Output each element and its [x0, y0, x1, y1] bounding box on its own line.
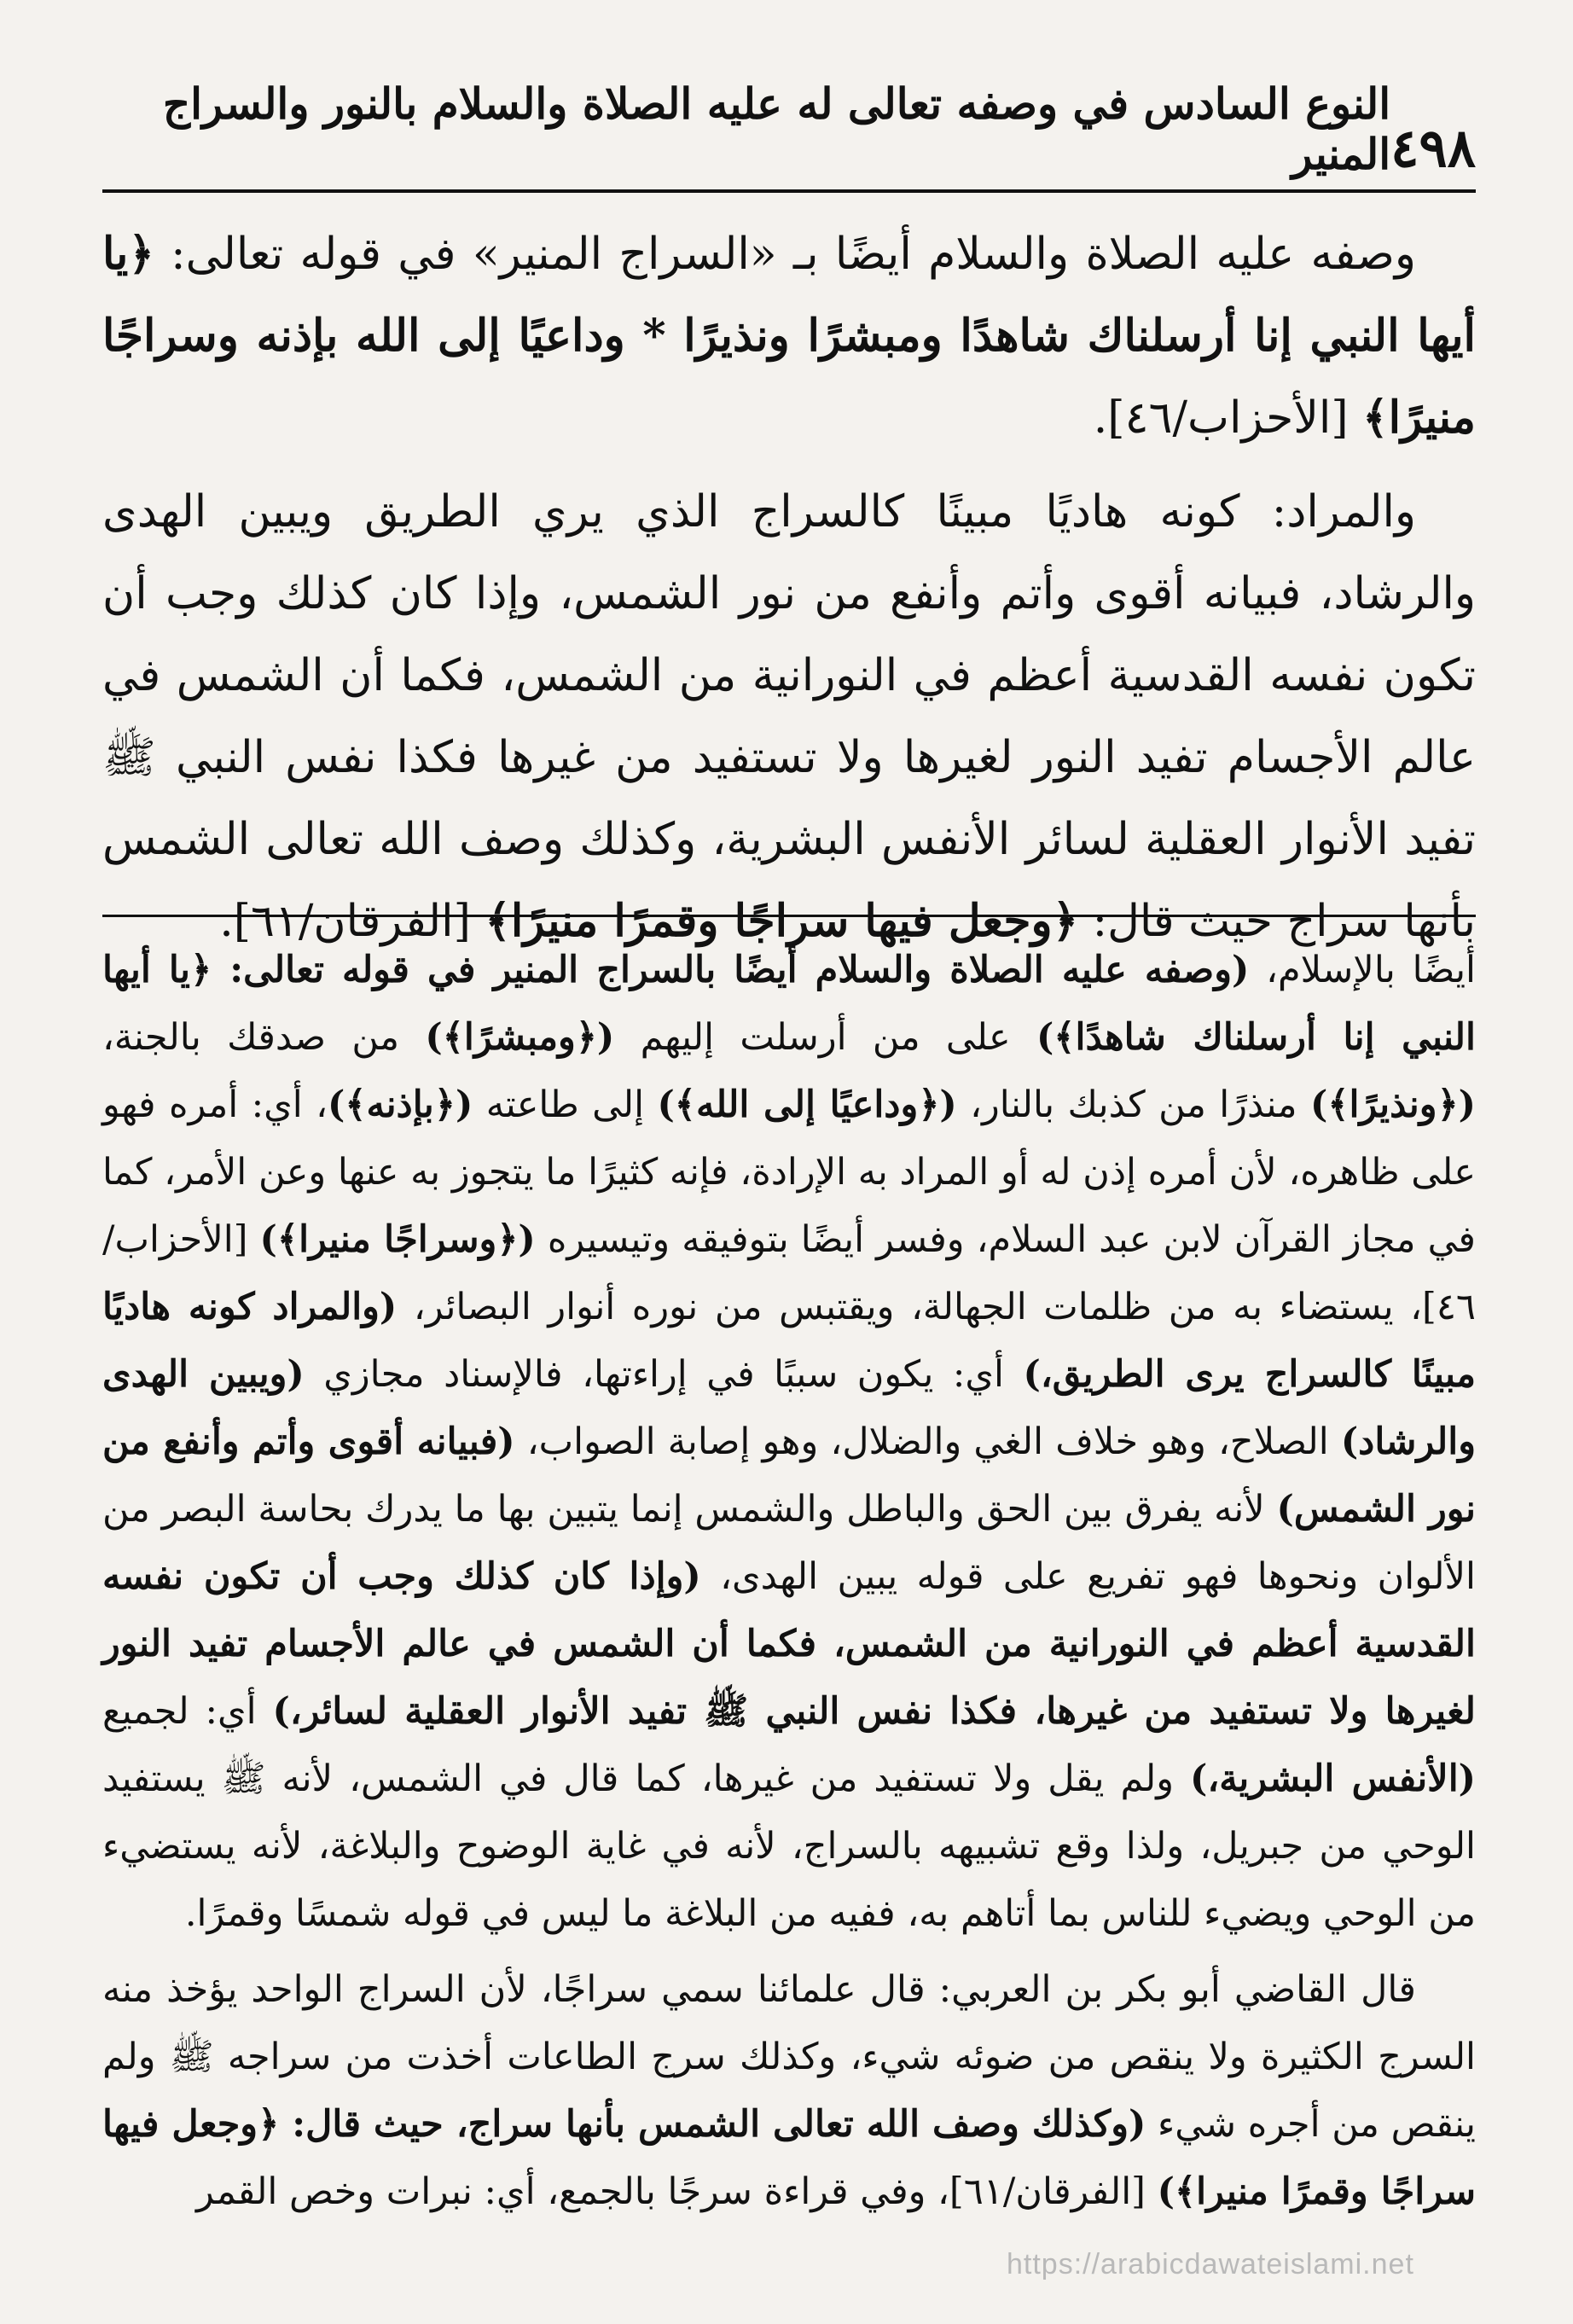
watermark-url: https://arabicdawateislami.net: [1007, 2248, 1414, 2280]
commentary-matn-run: (﴿وسراجًا منيرا﴾): [259, 1218, 536, 1261]
running-title: النوع السادس في وصفه تعالى له عليه الصلاة والسلام بالنور والسراج المنير: [162, 78, 1391, 179]
quran-verse-furqan: ﴿وجعل فيها سراجًا وقمرًا منيرًا﴾: [485, 895, 1079, 947]
main-p1-text-1: وصفه عليه الصلاة والسلام أيضًا بـ «السراج المنير» في قوله تعالى:: [154, 229, 1416, 280]
main-paragraph-2: [102, 471, 1476, 962]
main-p2-citation: [الفرقان/٦١].: [219, 896, 485, 947]
commentary-sharh-run: [الفرقان/٦١]، وفي قراءة سرجًا بالجمع، أي: نبرات وخص القمر: [195, 2170, 1158, 2213]
commentary-matn-run: (وصفه عليه الصلاة والسلام أيضًا بالسراج المنير في قوله تعالى: ﴿يا أيها النبي إنا أرسلناك شاهدًا﴾): [102, 949, 1476, 1059]
commentary-matn-run: (﴿بإذنه﴾): [328, 1084, 473, 1126]
commentary-sharh-run: من صدقك بالجنة،: [102, 1016, 426, 1059]
main-paragraph-1: [102, 213, 1476, 459]
commentary-matn-run: (وكذلك وصف الله تعالى الشمس بأنها سراج، حيث قال: ﴿وجعل فيها سراجًا وقمرًا منيرا﴾): [102, 2103, 1476, 2213]
main-p2-text-1: والمراد: كونه هاديًا مبينًا كالسراج الذي يري الطريق ويبين الهدى والرشاد، فبيانه أقوى وأتم وأنفع من نور الشمس، وإذا كان كذلك وجب أن تكون نفسه القدسية أعظم في النورانية من الشمس، فكما أن الشمس في عالم الأجسام تفيد النور لغيرها ولا تستفيد من غيرها فكذا نفس النبي ﷺ تفيد الأنوار العقلية لسائر الأنفس البشرية، وكذلك وصف الله تعالى الشمس بأنها سراج حيث قال:: [102, 486, 1476, 947]
page-header: [102, 78, 1476, 193]
commentary-sharh-run: إلى طاعته: [473, 1084, 658, 1126]
commentary: [102, 937, 1476, 2226]
commentary-paragraph-2: [102, 1956, 1476, 2226]
commentary-sharh-run: قال القاضي أبو بكر بن العربي: قال علمائنا سمي سراجًا، لأن السراج الواحد يؤخذ منه السرج الكثيرة ولا ينقص من ضوئه شيء، وكذلك سرج الطاعات أخذت من سراجه ﷺ ولم ينقص من أجره شيء: [102, 1968, 1476, 2146]
commentary-matn-run: (وإذا كان كذلك وجب أن تكون نفسه القدسية أعظم في النورانية من الشمس، فكما أن الشمس في عالم الأجسام تفيد النور لغيرها ولا تستفيد من غيرها، فكذا نفس النبي ﷺ تفيد الأنوار العقلية لسائر،): [102, 1555, 1477, 1733]
commentary-matn-run: (﴿ومبشرًا﴾): [425, 1016, 615, 1059]
commentary-sharh-run: لأنه يفرق بين الحق والباطل والشمس إنما يتبين بها ما يدرك بحاسة البصر من الألوان ونحوها فهو تفريع على قوله يبين الهدى،: [102, 1488, 1476, 1598]
commentary-matn-run: (فبيانه أقوى وأتم وأنفع من نور الشمس): [102, 1421, 1476, 1531]
page-number: ٤٩٨: [1390, 117, 1476, 179]
commentary-sharh-run: أي: يكون سببًا في إراءتها، فالإسناد مجازي: [304, 1353, 1024, 1396]
main-p1-citation: [الأحزاب/٤٦].: [1093, 392, 1363, 444]
quran-verse-ahzab: ﴿يا أيها النبي إنا أرسلناك شاهدًا ومبشرًا ونذيرًا * وداعيًا إلى الله بإذنه وسراجًا منيرًا﴾: [102, 228, 1476, 444]
commentary-sharh-run: أيضًا بالإسلام،: [1249, 949, 1476, 991]
book-page: [102, 0, 1476, 2324]
commentary-sharh-run: أي: لجميع: [102, 1690, 273, 1733]
footnote-divider: [102, 915, 1476, 917]
commentary-sharh-run: ولم يقل ولا تستفيد من غيرها، كما قال في الشمس، لأنه ﷺ يستفيد الوحي من جبريل، ولذا وقع تشبيهه بالسراج، لأنه في غاية الوضوح والبلاغة، لأنه يستضيء من الوحي ويضيء للناس بما أتاهم به، ففيه من البلاغة ما ليس في قوله شمسًا وقمرًا.: [102, 1758, 1476, 1935]
commentary-matn-run: (﴿ونذيرًا﴾): [1309, 1084, 1476, 1126]
commentary-sharh-run: منذرًا من كذبك بالنار،: [956, 1084, 1310, 1126]
commentary-sharh-run: الصلاح، وهو خلاف الغي والضلال، وهو إصابة الصواب،: [514, 1421, 1341, 1463]
commentary-paragraph-1: [102, 937, 1476, 1948]
commentary-matn-run: (ويبين الهدى والرشاد): [102, 1353, 1476, 1463]
commentary-sharh-run: ، أي: أمره فهو على ظاهره، لأن أمره إذن له أو المراد به الإرادة، فإنه كثيرًا ما يتجوز به عنها وعن الأمر، كما في مجاز القرآن لابن عبد السلام، وفسر أيضًا بتوفيقه وتيسيره: [102, 1084, 1476, 1261]
commentary-matn-run: (الأنفس البشرية،): [1189, 1758, 1476, 1800]
main-text: [102, 213, 1476, 974]
commentary-matn-run: (﴿وداعيًا إلى الله﴾): [657, 1084, 957, 1126]
commentary-sharh-run: على من أرسلت إليهم: [614, 1016, 1036, 1059]
commentary-sharh-run: [الأحزاب/٤٦]، يستضاء به من ظلمات الجهالة، ويقتبس من نوره أنوار البصائر،: [102, 1218, 1477, 1328]
commentary-matn-run: (والمراد كونه هاديًا مبينًا كالسراج يرى الطريق،): [102, 1286, 1476, 1396]
